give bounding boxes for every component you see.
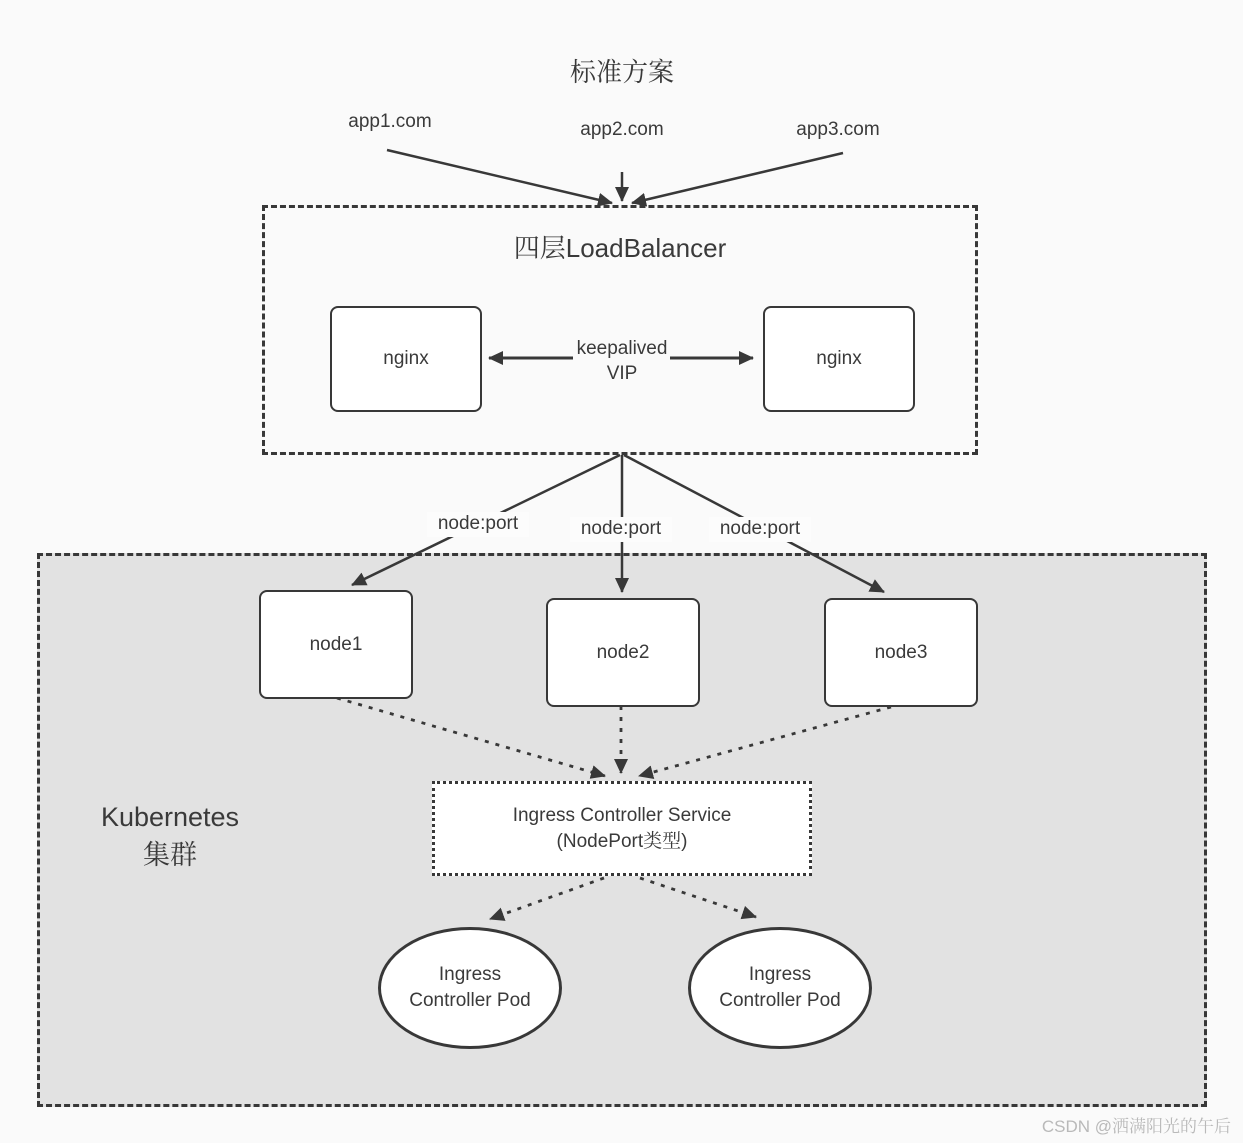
app1-domain-label: app1.com: [348, 111, 432, 132]
nodeport-label-1: node:port: [427, 512, 529, 537]
keepalived-label-line1: keepalived: [576, 338, 668, 359]
arrow-node3-to-service: [639, 707, 891, 776]
arrow-app3-to-lb: [632, 153, 843, 203]
keepalived-label-line2: VIP: [606, 362, 638, 384]
arrow-app1-to-lb: [387, 150, 612, 203]
kubernetes-cluster-label: [62, 798, 278, 875]
nodeport-label-2: node:port: [570, 517, 672, 542]
arrow-service-to-pod2: [640, 878, 756, 917]
nginx-node-left: [330, 306, 482, 412]
arrow-service-to-pod1: [490, 878, 604, 919]
ingress-controller-pod-2: [688, 927, 872, 1049]
diagram-title: 标准方案: [569, 57, 674, 87]
app2-domain-label: app2.com: [580, 119, 664, 140]
ingress-controller-pod-1: [378, 927, 562, 1049]
cluster-label-line2: 集群: [143, 840, 197, 871]
cluster-label-line1: Kubernetes: [100, 802, 240, 832]
cluster-node2-box: [546, 598, 700, 707]
cluster-node1-box: [259, 590, 413, 699]
node2-label: node2: [596, 641, 650, 663]
pod1-label-line2: Controller Pod: [409, 990, 531, 1011]
pod1-label-line1: Ingress: [438, 964, 502, 986]
nodeport-label-3: node:port: [709, 517, 811, 542]
nginx-node-right: [763, 306, 915, 412]
pod2-label-line2: Controller Pod: [719, 990, 841, 1011]
nginx-right-label: nginx: [816, 348, 862, 369]
cluster-node3-box: [824, 598, 978, 707]
csdn-watermark: CSDN @洒满阳光的午后: [1041, 1117, 1231, 1136]
arrow-node1-to-service: [337, 698, 605, 776]
app3-domain-label: app3.com: [796, 119, 880, 140]
keepalived-vip-label: [542, 337, 702, 386]
node1-label: node1: [309, 633, 363, 655]
load-balancer-title: 四层LoadBalancer: [513, 233, 727, 263]
nginx-left-label: nginx: [383, 348, 429, 369]
node3-label: node3: [874, 641, 928, 663]
pod2-label-line1: Ingress: [748, 964, 812, 986]
service-label-line1: Ingress Controller Service: [512, 804, 732, 826]
ingress-controller-service-box: [432, 781, 812, 876]
service-label-line2: (NodePort类型): [556, 830, 688, 852]
